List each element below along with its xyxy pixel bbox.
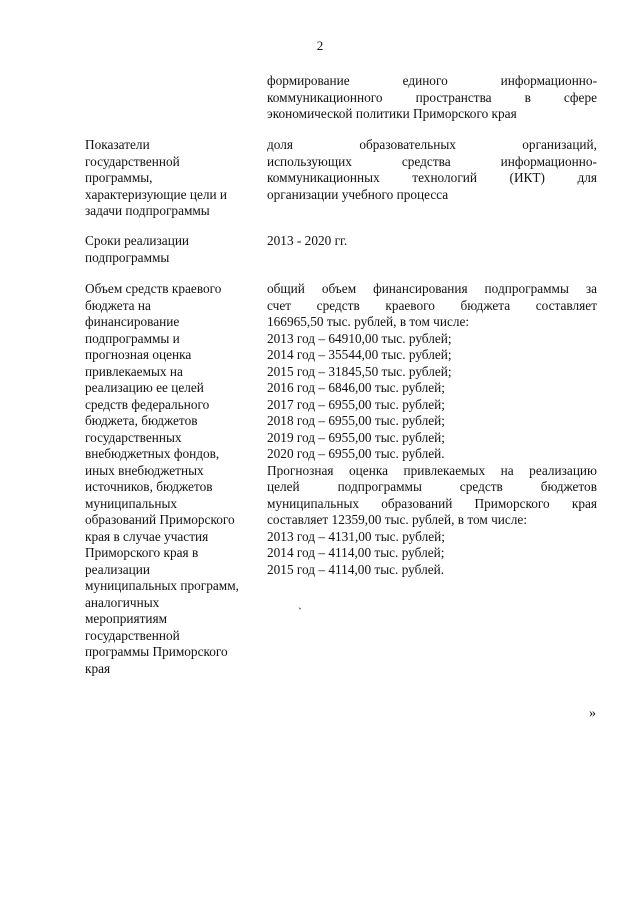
label-line: бюджета на: [85, 297, 151, 313]
label-line: муниципальных: [85, 495, 178, 511]
label-line: привлекаемых на: [85, 363, 183, 379]
label-line: финансирование: [85, 314, 180, 329]
value-line: 2015 год – 31845,50 тыс. рублей;: [267, 363, 452, 379]
value-line: коммуникационных технологий (ИКТ) для: [267, 170, 597, 185]
label-line: Сроки реализации: [85, 233, 190, 248]
value-line: доля образовательных организаций,: [267, 137, 597, 152]
label-line: муниципальных программ,: [85, 578, 239, 593]
value-line: целей подпрограммы средств бюджетов: [267, 479, 597, 494]
value-line: 2019 год – 6955,00 тыс. рублей;: [267, 429, 445, 445]
label-line: мероприятиям: [85, 611, 168, 626]
closing-quote: »: [589, 706, 596, 721]
label-line: края: [85, 660, 111, 676]
label-line: реализацию ее целей: [85, 380, 204, 395]
row-value: [267, 137, 597, 203]
value-line: 2017 год – 6955,00 тыс. рублей;: [267, 396, 445, 412]
label-line: характеризующие цели и: [85, 186, 228, 202]
value-line: организации учебного процесса: [267, 186, 449, 202]
page-number: 2: [316, 38, 324, 53]
value-line: 2014 год – 4114,00 тыс. рублей;: [267, 545, 445, 560]
label-line: задачи подпрограммы: [85, 203, 210, 218]
value-line: 2013 год – 64910,00 тыс. рублей;: [267, 330, 452, 346]
row-value: [267, 73, 597, 123]
value-line: 2013 - 2020 гг.: [267, 233, 348, 248]
value-line: коммуникационного пространства в сфере: [267, 89, 597, 105]
label-line: государственных: [85, 429, 182, 445]
value-line: общий объем финансирования подпрограммы за: [267, 281, 597, 296]
value-line: счет средств краевого бюджета составляет: [267, 297, 597, 313]
label-line: государственной: [85, 153, 180, 169]
label-line: бюджета, бюджетов: [85, 413, 198, 428]
label-line: образований Приморского: [85, 512, 235, 527]
label-line: края в случае участия: [85, 528, 209, 544]
value-line: использующих средства информационно-: [267, 153, 597, 169]
label-line: программы,: [85, 170, 153, 185]
value-line: муниципальных образований Приморского края: [267, 495, 597, 511]
value-line: 2015 год – 4114,00 тыс. рублей.: [267, 561, 445, 577]
value-line: 2013 год – 4131,00 тыс. рублей;: [267, 528, 445, 544]
row-label: [85, 137, 257, 220]
value-line: 2020 год – 6955,00 тыс. рублей.: [267, 446, 445, 461]
value-line: формирование единого информационно-: [267, 73, 597, 88]
label-line: реализации: [85, 561, 150, 577]
label-line: источников, бюджетов: [85, 479, 213, 494]
label-line: Объем средств краевого: [85, 281, 222, 296]
label-line: аналогичных: [85, 594, 160, 610]
row-value: [267, 281, 597, 578]
label-line: подпрограммы и: [85, 330, 180, 346]
stray-mark: `: [298, 605, 302, 619]
label-line: прогнозная оценка: [85, 347, 192, 362]
label-line: подпрограммы: [85, 249, 170, 265]
row-value: [267, 233, 597, 250]
label-line: Приморского края в: [85, 545, 199, 560]
row-label: [85, 233, 257, 266]
value-line: экономической политики Приморского края: [267, 106, 517, 121]
label-line: иных внебюджетных: [85, 462, 204, 478]
value-line: составляет 12359,00 тыс. рублей, в том числе:: [267, 512, 528, 527]
label-line: внебюджетных фондов,: [85, 446, 220, 461]
label-line: средств федерального: [85, 396, 210, 412]
value-line: Прогнозная оценка привлекаемых на реализацию: [267, 462, 597, 478]
label-line: государственной: [85, 627, 180, 643]
row-label: [85, 281, 257, 677]
value-line: 2016 год – 6846,00 тыс. рублей;: [267, 380, 445, 395]
label-line: программы Приморского: [85, 644, 228, 659]
value-line: 2018 год – 6955,00 тыс. рублей;: [267, 413, 445, 428]
label-line: Показатели: [85, 137, 150, 152]
value-line: 2014 год – 35544,00 тыс. рублей;: [267, 347, 452, 362]
value-line: 166965,50 тыс. рублей, в том числе:: [267, 314, 470, 329]
